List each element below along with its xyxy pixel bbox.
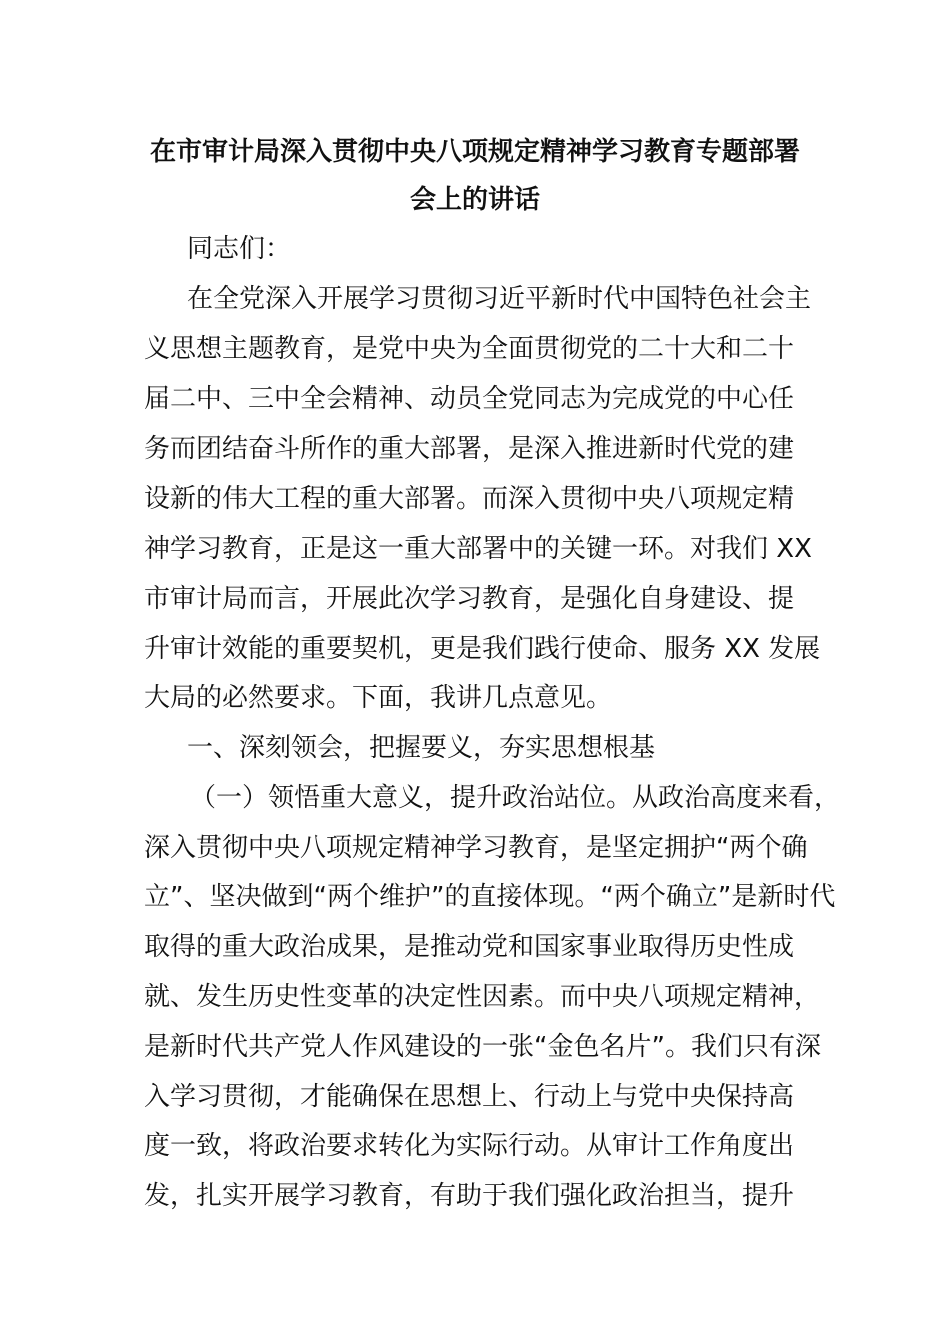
paragraph-line: 立”、坚决做到“两个维护”的直接体现。“两个确立”是新时代 bbox=[144, 882, 836, 912]
paragraph-line: 升审计效能的重要契机，更是我们践行使命、服务 XX 发展 bbox=[144, 634, 821, 664]
paragraph-line: 发，扎实开展学习教育，有助于我们强化政治担当，提升 bbox=[144, 1181, 795, 1211]
paragraph-line: 务而团结奋斗所作的重大部署，是深入推进新时代党的建 bbox=[144, 434, 795, 464]
paragraph-line: 是新时代共产党人作风建设的一张“金色名片”。我们只有深 bbox=[144, 1032, 821, 1062]
paragraph-line: 在全党深入开展学习贯彻习近平新时代中国特色社会主 bbox=[187, 284, 812, 314]
paragraph-line: 度一致，将政治要求转化为实际行动。从审计工作角度出 bbox=[144, 1131, 795, 1161]
paragraph-line: 设新的伟大工程的重大部署。而深入贯彻中央八项规定精 bbox=[144, 484, 795, 514]
paragraph-line: 入学习贯彻，才能确保在思想上、行动上与党中央保持高 bbox=[144, 1082, 795, 1112]
document-title-line-2: 会上的讲话 bbox=[409, 185, 540, 215]
section-heading: 一、深刻领会，把握要义，夯实思想根基 bbox=[187, 733, 656, 763]
paragraph-line: 义思想主题教育，是党中央为全面贯彻党的二十大和二十 bbox=[144, 334, 795, 364]
salutation: 同志们： bbox=[187, 234, 292, 264]
paragraph-line: 届二中、三中全会精神、动员全党同志为完成党的中心任 bbox=[144, 384, 795, 414]
paragraph-line: 市审计局而言，开展此次学习教育，是强化自身建设、提 bbox=[144, 584, 795, 614]
paragraph-line: 神学习教育，正是这一重大部署中的关键一环。对我们 XX bbox=[144, 534, 812, 564]
paragraph-line: 大局的必然要求。下面，我讲几点意见。 bbox=[144, 683, 613, 713]
paragraph-line: 深入贯彻中央八项规定精神学习教育，是坚定拥护“两个确 bbox=[144, 833, 808, 863]
paragraph-line: 取得的重大政治成果，是推动党和国家事业取得历史性成 bbox=[144, 932, 795, 962]
document-title-line-1: 在市审计局深入贯彻中央八项规定精神学习教育专题部署 bbox=[149, 137, 800, 167]
paragraph-line: 就、发生历史性变革的决定性因素。而中央八项规定精神， bbox=[144, 982, 821, 1012]
subsection-heading-line: （一）领悟重大意义，提升政治站位。从政治高度来看， bbox=[190, 783, 841, 813]
